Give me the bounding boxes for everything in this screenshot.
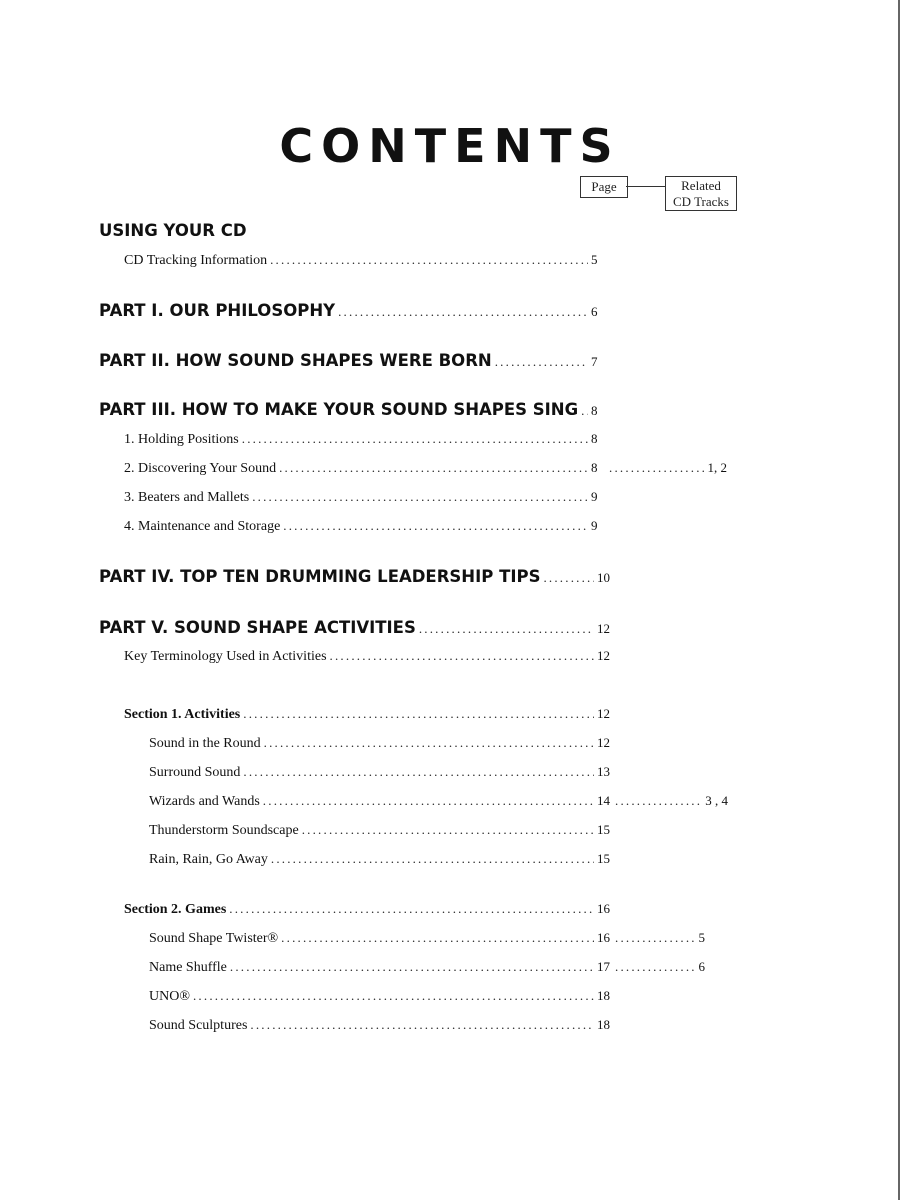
toc-item-discovering-sound[interactable] bbox=[124, 460, 607, 482]
page-number: 12 bbox=[597, 706, 610, 721]
toc-item-wizards-wands[interactable] bbox=[149, 793, 613, 815]
legend-connector bbox=[626, 186, 665, 187]
page-number: 7 bbox=[591, 354, 598, 369]
dot-leader bbox=[302, 822, 594, 838]
page-number: 15 bbox=[597, 851, 610, 866]
toc-item-sound-sculptures[interactable] bbox=[149, 1017, 613, 1039]
toc-heading-part-2[interactable] bbox=[99, 351, 607, 373]
toc-item-holding-positions[interactable] bbox=[124, 431, 607, 453]
dot-leader bbox=[250, 1017, 594, 1033]
toc-label: Section 2. Games bbox=[124, 902, 227, 917]
page-number: 9 bbox=[591, 489, 598, 504]
dot-leader bbox=[270, 252, 588, 268]
dot-leader bbox=[243, 706, 594, 722]
toc-label: Key Terminology Used in Activities bbox=[124, 649, 327, 664]
page-number: 18 bbox=[597, 1017, 610, 1032]
dot-leader bbox=[230, 959, 594, 975]
page-number: 13 bbox=[597, 764, 610, 779]
dot-leader bbox=[279, 460, 588, 476]
page-number: 17 bbox=[597, 959, 610, 974]
toc-item-key-terminology[interactable] bbox=[124, 648, 613, 670]
page-number: 16 bbox=[597, 901, 610, 916]
page-number: 9 bbox=[591, 518, 598, 533]
toc-label: CD Tracking Information bbox=[124, 253, 268, 268]
toc-label: PART IV. TOP TEN DRUMMING LEADERSHIP TIPS bbox=[99, 567, 541, 586]
toc-heading-part-5[interactable] bbox=[99, 618, 613, 640]
dot-leader bbox=[193, 988, 594, 1004]
toc-label: USING YOUR CD bbox=[99, 221, 247, 240]
page-number: 14 bbox=[597, 793, 610, 808]
toc-item-sound-shape-twister[interactable] bbox=[149, 930, 613, 952]
dot-leader bbox=[615, 793, 702, 809]
toc-label: Sound Sculptures bbox=[149, 1018, 248, 1033]
toc-label: Rain, Rain, Go Away bbox=[149, 852, 268, 867]
toc-item-cd-tracking[interactable] bbox=[124, 252, 607, 274]
legend-tracks-line2: CD Tracks bbox=[673, 194, 729, 209]
toc-label: PART V. SOUND SHAPE ACTIVITIES bbox=[99, 618, 416, 637]
dot-leader bbox=[281, 930, 594, 946]
dot-leader bbox=[615, 930, 696, 946]
page-number: 15 bbox=[597, 822, 610, 837]
toc-item-thunderstorm[interactable] bbox=[149, 822, 613, 844]
toc-label: 1. Holding Positions bbox=[124, 432, 239, 447]
cd-tracks: 6 bbox=[698, 959, 705, 974]
toc-item-uno[interactable] bbox=[149, 988, 613, 1010]
toc-label: Sound in the Round bbox=[149, 736, 261, 751]
dot-leader bbox=[543, 570, 594, 586]
page-number: 18 bbox=[597, 988, 610, 1003]
toc-item-maintenance-storage[interactable] bbox=[124, 518, 607, 540]
toc-label: UNO® bbox=[149, 989, 190, 1004]
cd-tracks: 1, 2 bbox=[707, 460, 727, 475]
page-number: 10 bbox=[597, 570, 610, 585]
dot-leader bbox=[243, 764, 594, 780]
toc-label: Sound Shape Twister® bbox=[149, 931, 279, 946]
toc-section-activities[interactable] bbox=[124, 706, 613, 728]
page-number: 8 bbox=[591, 431, 598, 446]
dot-leader bbox=[252, 489, 588, 505]
toc-label: Name Shuffle bbox=[149, 960, 227, 975]
toc-item-rain-rain[interactable] bbox=[149, 851, 613, 873]
toc-item-surround-sound[interactable] bbox=[149, 764, 613, 786]
dot-leader bbox=[495, 354, 588, 370]
page-number: 8 bbox=[591, 460, 598, 475]
toc-label: Section 1. Activities bbox=[124, 707, 241, 722]
toc-heading-part-1[interactable] bbox=[99, 301, 607, 323]
page-number: 6 bbox=[591, 304, 598, 319]
toc-label: 3. Beaters and Mallets bbox=[124, 490, 250, 505]
toc-heading-part-3[interactable] bbox=[99, 400, 607, 422]
page-number: 16 bbox=[597, 930, 610, 945]
dot-leader bbox=[581, 403, 588, 419]
page-number: 5 bbox=[591, 252, 598, 267]
dot-leader bbox=[283, 518, 588, 534]
track-leader bbox=[613, 959, 705, 981]
toc-label: 4. Maintenance and Storage bbox=[124, 519, 281, 534]
dot-leader bbox=[242, 431, 588, 447]
page-number: 12 bbox=[597, 621, 610, 636]
toc-label: PART I. OUR PHILOSOPHY bbox=[99, 301, 336, 320]
page-number: 8 bbox=[591, 403, 598, 418]
toc-label: Surround Sound bbox=[149, 765, 241, 780]
cd-tracks: 5 bbox=[698, 930, 705, 945]
page-number: 12 bbox=[597, 735, 610, 750]
toc-label: PART III. HOW TO MAKE YOUR SOUND SHAPES SING bbox=[99, 400, 579, 419]
dot-leader bbox=[271, 851, 594, 867]
dot-leader bbox=[615, 959, 696, 975]
cd-tracks: 3 , 4 bbox=[705, 793, 728, 808]
dot-leader bbox=[229, 901, 594, 917]
toc-item-name-shuffle[interactable] bbox=[149, 959, 613, 981]
dot-leader bbox=[264, 735, 594, 751]
page-number: 12 bbox=[597, 648, 610, 663]
toc-item-sound-in-the-round[interactable] bbox=[149, 735, 613, 757]
toc-label: 2. Discovering Your Sound bbox=[124, 461, 277, 476]
legend-tracks-line1: Related bbox=[681, 178, 721, 193]
dot-leader bbox=[338, 304, 588, 320]
toc-label: PART II. HOW SOUND SHAPES WERE BORN bbox=[99, 351, 492, 370]
toc-label: Wizards and Wands bbox=[149, 794, 260, 809]
page-title: CONTENTS bbox=[279, 118, 621, 173]
dot-leader bbox=[330, 648, 594, 664]
legend-page-label: Page bbox=[591, 179, 617, 194]
dot-leader bbox=[263, 793, 594, 809]
legend-tracks-box bbox=[665, 176, 737, 211]
toc-item-beaters-mallets[interactable] bbox=[124, 489, 607, 511]
dot-leader bbox=[609, 460, 705, 476]
toc-section-games[interactable] bbox=[124, 901, 613, 923]
legend-page-box bbox=[580, 176, 628, 198]
track-leader bbox=[607, 460, 727, 482]
track-leader bbox=[613, 793, 728, 815]
toc-heading-using-your-cd[interactable] bbox=[99, 221, 247, 243]
dot-leader bbox=[419, 621, 594, 637]
toc-heading-part-4[interactable] bbox=[99, 567, 613, 589]
track-leader bbox=[613, 930, 705, 952]
toc-label: Thunderstorm Soundscape bbox=[149, 823, 299, 838]
